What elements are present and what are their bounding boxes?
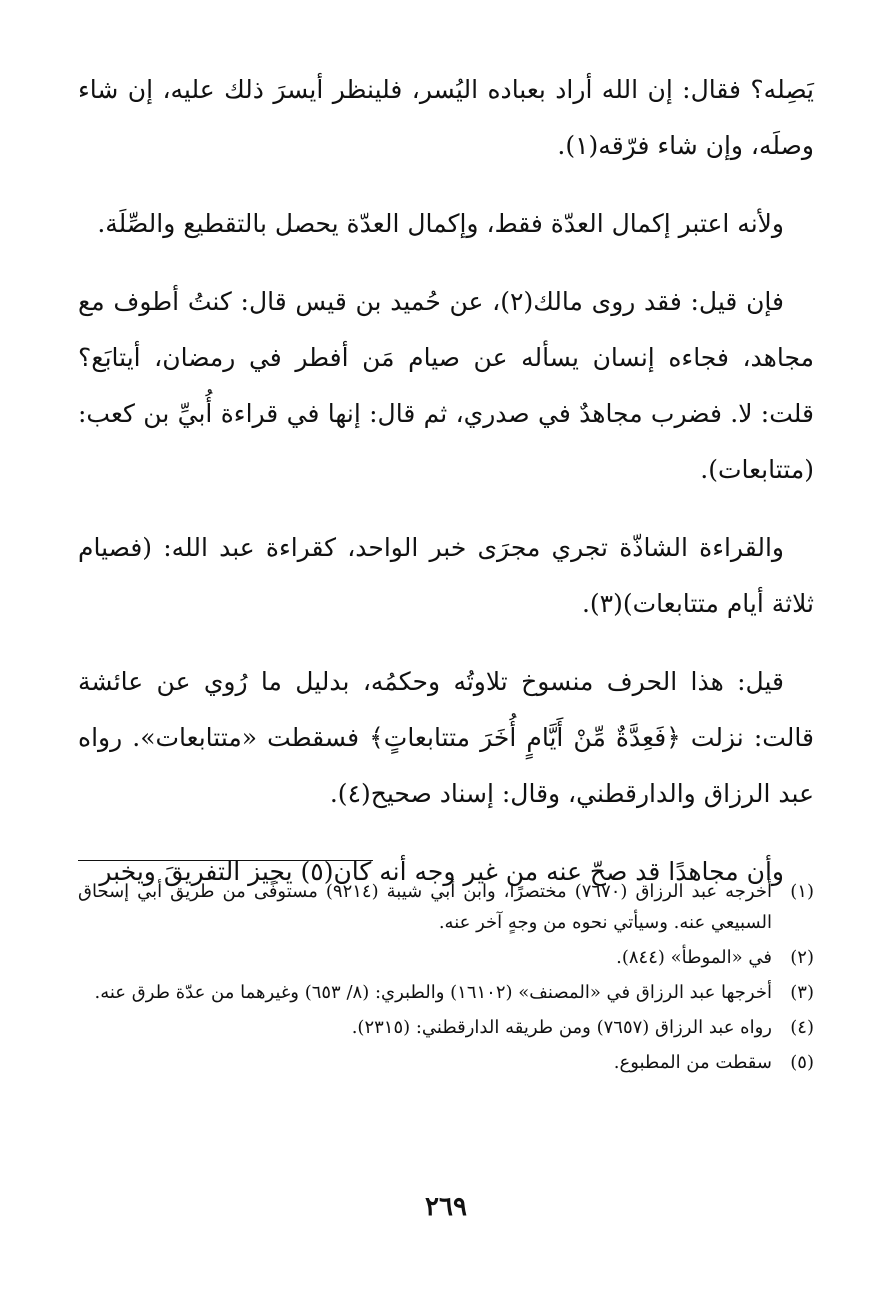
- footnote-text: أخرجه عبد الرزاق (٧٦٧٠) مختصرًا، وابن أبي شيبة (٩٢١٤) مستوفًى من طريق أبي إسحاق السبيعي عنه. وسيأتي نحوه من وجهٍ آخر عنه.: [78, 881, 772, 933]
- footnote-text: في «الموطأ» (٨٤٤).: [616, 947, 772, 968]
- footnote-text: سقطت من المطبوع.: [613, 1052, 772, 1073]
- footnote: [78, 1047, 814, 1078]
- paragraph: يَصِله؟ فقال: إن الله أراد بعباده اليُسر، فلينظر أيسرَ ذلك عليه، إن شاء وصلَه، وإن شاء فرّقه(١).: [78, 75, 814, 160]
- footnote-text: رواه عبد الرزاق (٧٦٥٧) ومن طريقه الدارقطني: (٢٣١٥).: [351, 1017, 772, 1038]
- footnote-number: (٣): [790, 982, 814, 1003]
- main-text: [78, 62, 814, 922]
- footnote: [78, 876, 814, 938]
- footnote-text: أخرجها عبد الرزاق في «المصنف» (١٦١٠٢) والطبري: (٨/ ٦٥٣) وغيرهما من عدّة طرق عنه.: [94, 982, 772, 1003]
- paragraph: قيل: هذا الحرف منسوخ تلاوتُه وحكمُه، بدليل ما رُوي عن عائشة قالت: نزلت ﴿فَعِدَّةٌ مِّنْ أَيَّامٍ أُخَرَ متتابعاتٍ﴾ فسقطت «متتابعات». رواه عبد الرزاق والدارقطني، وقال: إسناد صحيح(٤).: [78, 667, 814, 808]
- paragraph: ولأنه اعتبر إكمال العدّة فقط، وإكمال العدّة يحصل بالتقطيع والصِّلَة.: [97, 209, 784, 238]
- footnote: [78, 942, 814, 973]
- footnotes: [78, 876, 814, 1082]
- paragraph: وأن مجاهدًا قد صحّ عنه من غير وجه أنه كان(٥) يجيز التفريقَ ويخبر: [99, 857, 784, 886]
- footnote-divider: [78, 860, 373, 861]
- footnote-number: (١): [790, 881, 814, 902]
- footnote: [78, 1012, 814, 1043]
- page-number: ٢٦٩: [425, 1192, 467, 1222]
- paragraph: فإن قيل: فقد روى مالك(٢)، عن حُميد بن قيس قال: كنتُ أطوف مع مجاهد، فجاءه إنسان يسأله عن صيام مَن أفطر في رمضان، أيتابَع؟ قلت: لا. فضرب مجاهدٌ في صدري، ثم قال: إنها في قراءة أُبيِّ بن كعب: (متتابعات).: [78, 287, 814, 484]
- paragraph: والقراءة الشاذّة تجري مجرَى خبر الواحد، كقراءة عبد الله: (فصيام ثلاثة أيام متتابعات)(٣).: [78, 533, 814, 618]
- footnote: [78, 977, 814, 1008]
- footnote-number: (٥): [790, 1052, 814, 1073]
- footnote-number: (٤): [790, 1017, 814, 1038]
- footnote-number: (٢): [790, 947, 814, 968]
